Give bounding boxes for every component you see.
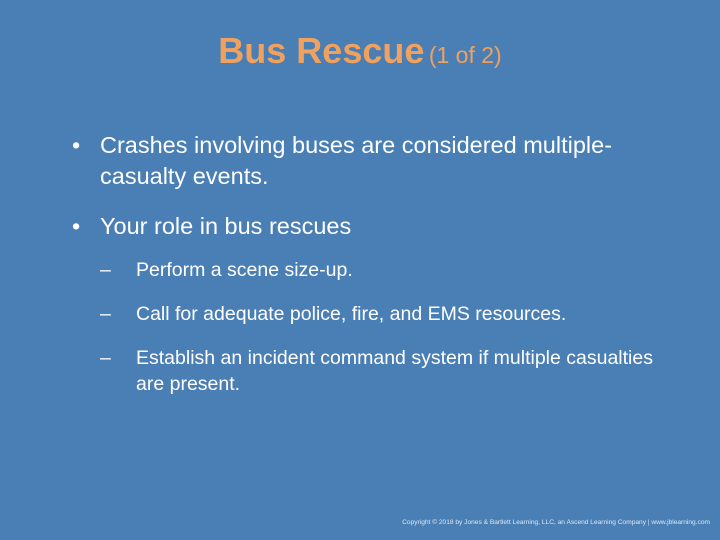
subbullet-text: Perform a scene size-up. [136,259,353,281]
bullet-marker: • [72,213,81,239]
slide-title-sub: (1 of 2) [428,42,502,68]
subbullet-item [100,301,672,327]
bullet-text: Your role in bus rescues [100,213,352,239]
slide-content [72,130,672,415]
slide-title-main: Bus Rescue [218,30,425,71]
subbullet-text: Establish an incident command system if multiple casualties are present. [136,347,653,395]
bullet-item [72,211,672,242]
slide-title [0,30,720,72]
bullet-text: Crashes involving buses are considered multiple-casualty events. [100,132,613,189]
subbullet-marker: – [100,347,111,369]
subbullet-list [100,257,672,397]
subbullet-text: Call for adequate police, fire, and EMS resources. [136,303,567,325]
subbullet-marker: – [100,303,111,325]
bullet-marker: • [72,132,81,158]
subbullet-marker: – [100,259,111,281]
bullet-item [72,130,672,192]
copyright-footer: Copyright © 2018 by Jones & Bartlett Learning, LLC, an Ascend Learning Company | www.jblearning.com [402,519,710,526]
subbullet-item [100,257,672,283]
subbullet-item [100,345,672,397]
